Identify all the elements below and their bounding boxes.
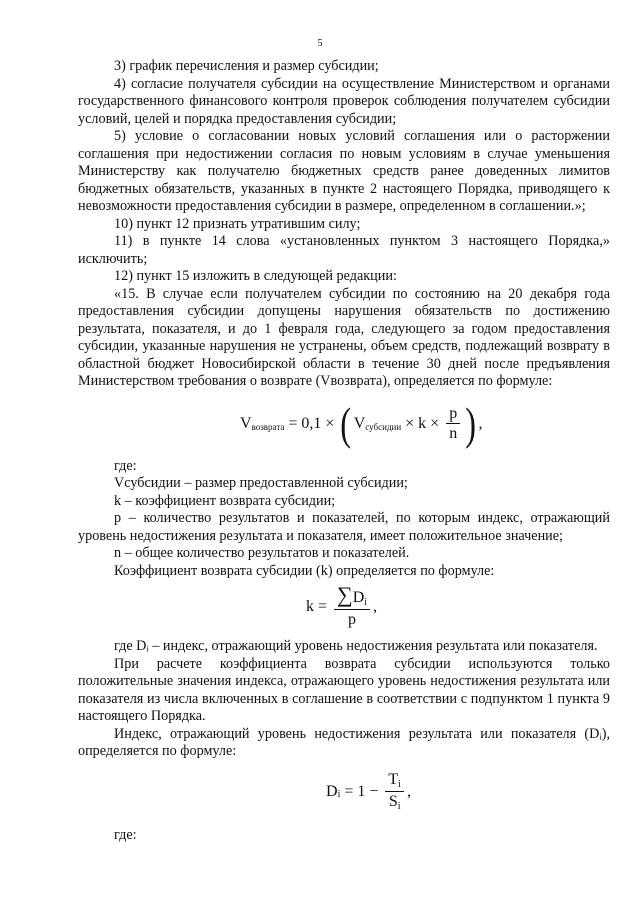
paragraphs-bottom [78,638,610,761]
formula1-inner-sub: субсидии [365,421,402,432]
paragraph: При расчете коэффициента возврата субсидии используются только положительные значения индекса, отражающего уровень недостижения результата или показателя из числа включенных в соглашение в соответствии с подпунктом 1 пункта 9 настоящего Порядка. [78,655,610,724]
paragraphs-top [78,58,610,391]
formula3-lhs: D [326,782,338,800]
paragraph: где Dᵢ – индекс, отражающий уровень недостижения результата или показателя. [114,638,598,654]
paragraph: 10) пункт 12 признать утратившим силу; [114,215,361,232]
document-body [78,58,610,844]
formula1-fraction [446,404,460,443]
paragraph: p – количество результатов и показателей, по которым индекс, отражающий уровень недостижения результата и показателя, имеет положительное значение; [78,510,610,544]
formula1-inner-v: V [353,414,366,432]
formula2-den: p [348,611,357,628]
paragraph: где: [114,457,137,474]
sum-symbol: ∑ [337,582,353,607]
paragraph: k – коэффициент возврата субсидии; [114,492,336,509]
formula-return-volume [78,396,610,452]
formula3-num: T [388,771,399,788]
formula3-den-wrap [386,792,404,813]
paragraph: 12) пункт 15 изложить в следующей редакции: [114,268,397,284]
formula1-lhs: V [240,414,252,432]
formula3-fraction [385,770,404,813]
paragraph: Коэффициент возврата субсидии (k) определяется по формуле: [114,562,495,579]
paragraph: 5) условие о согласовании новых условий соглашения или о расторжении соглашения при недостижении согласия по новым условиям в случае уменьшения Министерству как получателю бюджетных средств ранее доведенных лимитов бюджетных обязательств, указанных в пункте 2 настоящего Порядка, приводящего к невозможности предоставления субсидии в размере, определенном в соглашении.»; [78,128,610,214]
formula2-num-wrap [334,582,370,610]
formula-return-coefficient [78,582,610,632]
formula2-tail: , [373,598,378,616]
formula1-num: p [446,404,460,424]
formula1-lhs-sub: возврата [251,421,285,432]
paragraph: n – общее количество результатов и показателей. [114,545,410,561]
formula3-lhs-sub: i [337,788,341,800]
formula2-fraction [334,582,370,629]
formula2-lhs: k = [306,598,328,616]
paragraphs-mid [78,458,610,581]
page-number: 5 [317,38,323,49]
formula3-den: S [388,793,398,810]
formula1-mult: × k × [405,414,440,432]
right-paren: ) [465,397,477,449]
final-paragraph: где: [114,826,137,843]
formula1-den: n [449,425,458,442]
paragraph: 3) график перечисления и размер субсидии; [114,58,379,74]
formula2-num: D [352,589,365,606]
formula3-num-wrap [385,770,404,792]
paragraph: «15. В случае если получателем субсидии по состоянию на 20 декабря года предоставления субсидии допущены нарушения обязательств по достижению результата, показателя, и до 1 февраля года, следующего за годом предоставления субсидии, указанные нарушения не устранены, объем средств, подлежащий возврату в областной бюджет Новосибирской области в течение 30 дней после предъявления Министерством требования о возврате (Vвозврата), определяется по формуле: [78,285,610,389]
formula3-eq: = 1 − [344,782,379,800]
paragraph: 4) согласие получателя субсидии на осуществление Министерством и органами государственного финансового контроля проверок соблюдения получателем субсидии условий, целей и порядка предоставления субсидии; [78,75,610,127]
formula1-tail: , [478,414,483,432]
paragraph: 11) в пункте 14 слова «установленных пунктом 3 настоящего Порядка,» исключить; [78,233,610,267]
formula3-tail: , [406,782,411,800]
left-paren: ( [340,397,352,449]
formula-index [78,767,610,817]
formula3-num-sub: i [398,779,401,790]
paragraph: Индекс, отражающий уровень недостижения результата или показателя (Dᵢ), определяется по формуле: [78,725,610,759]
formula1-eq: = 0,1 × [288,414,335,432]
formula2-num-sub: i [364,597,368,608]
paragraph: Vсубсидии – размер предоставленной субсидии; [114,475,408,491]
formula3-den-sub: i [397,801,401,812]
